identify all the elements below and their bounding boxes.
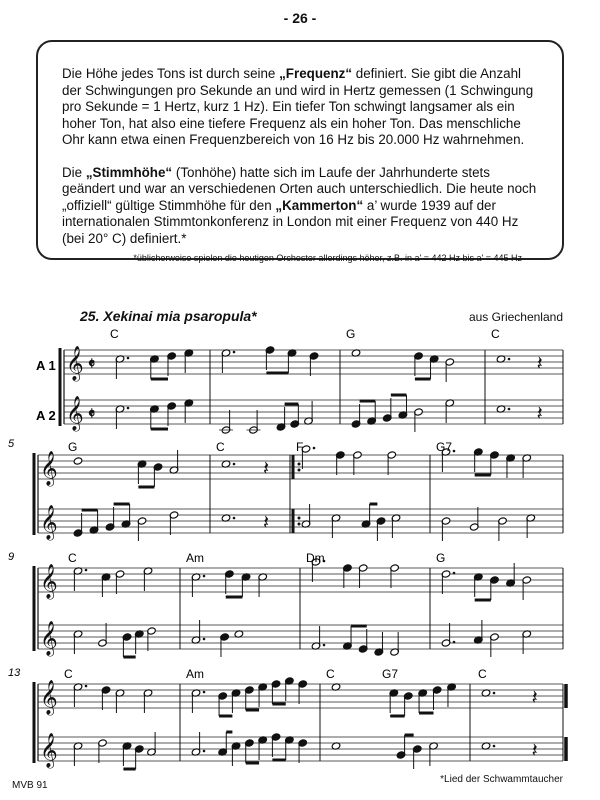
treble-clef-icon: 𝄞 [40, 622, 58, 655]
chord-symbol: G [68, 440, 78, 454]
note-dot [493, 745, 496, 748]
info-footnote: *üblicherweise spielen die heutigen Orchester allerdings höher, z.B. in a' = 442 Hz bis a' = 445 Hz [133, 253, 522, 263]
chord-symbol: G7 [436, 440, 453, 454]
song-title: 25. Xekinai mia psaropula* [80, 308, 257, 324]
measure-number: 5 [8, 438, 15, 450]
chord-symbol: Am [186, 551, 204, 565]
note-dot [453, 641, 456, 644]
paragraph-text: a’ wurde 1939 auf der internationalen Stimmtonkonferenz in London mit einer Frequenz von 440 Hz (bei 20° C) definiert.* [62, 197, 519, 246]
note-dot [203, 750, 206, 753]
chord-symbol: C [491, 327, 500, 341]
note-dot [233, 463, 236, 466]
chord-symbol: C [68, 551, 77, 565]
page-number: - 26 - [283, 10, 317, 26]
chord-symbol: C [110, 327, 119, 341]
measure-number: 9 [8, 551, 15, 563]
note-dot [203, 691, 206, 694]
quarter-rest-icon: 𝄽 [536, 353, 543, 375]
note-dot [85, 685, 88, 688]
chord-symbol: G [346, 327, 356, 341]
chord-symbol: Am [186, 667, 204, 681]
quarter-rest-icon: 𝄽 [531, 740, 538, 762]
chord-symbol: C [326, 667, 335, 681]
note-dot [85, 569, 88, 572]
common-time-icon: 𝄵 [88, 406, 96, 423]
bold-term: „Kammerton“ [275, 197, 364, 213]
note-dot [323, 644, 326, 647]
song-footnote: *Lied der Schwammtaucher [440, 774, 563, 785]
paragraph-text: definiert. Sie gibt die Anzahl der Schwingungen pro Sekunde an und wird in Hertz gemessen (1 Schwingung pro Sekunde = 1 Hertz, kurz 1 Hz). Ein tiefer Ton schwingt langsamer als ein hoher Ton, hat also eine tiefere Frequenz als ein hoher Ton. Das menschliche Ohr kann etwa einen Frequenzbereich von 16 Hz bis 20.000 Hz wahrnehmen. [62, 66, 534, 147]
quarter-rest-icon: 𝄽 [536, 403, 543, 425]
chord-symbol: G7 [382, 667, 399, 681]
note-dot [127, 407, 130, 410]
paragraph-text: Die Höhe jedes Tons ist durch seine [62, 66, 280, 81]
quarter-rest-icon: 𝄽 [263, 512, 270, 534]
publisher-code: MVB 91 [12, 780, 48, 791]
note-dot [127, 357, 130, 360]
common-time-icon: 𝄵 [88, 356, 96, 373]
note-dot [508, 408, 511, 411]
note-dot [203, 638, 206, 641]
note-dot [453, 450, 456, 453]
part-label: A 1 [36, 358, 56, 373]
chord-symbol: C [216, 440, 225, 454]
song-origin: aus Griechenland [468, 310, 563, 324]
measure-number: 13 [8, 667, 21, 679]
chord-symbol: C [64, 667, 73, 681]
treble-clef-icon: 𝄞 [40, 681, 58, 714]
note-dot [233, 517, 236, 520]
chord-symbol: G [436, 551, 446, 565]
treble-clef-icon: 𝄞 [40, 565, 58, 598]
repeat-dot [298, 523, 301, 526]
bold-term: „Stimmhöhe“ [85, 164, 173, 180]
chord-symbol: F [296, 440, 304, 454]
repeat-dot [298, 463, 301, 466]
quarter-rest-icon: 𝄽 [263, 458, 270, 480]
part-label: A 2 [36, 408, 56, 423]
note-dot [493, 692, 496, 695]
treble-clef-icon: 𝄞 [66, 347, 84, 380]
note-dot [453, 572, 456, 575]
repeat-dot [298, 469, 301, 472]
bold-term: „Frequenz“ [279, 66, 353, 81]
paragraph-text: Die [62, 164, 86, 180]
chord-symbol: Dm [306, 551, 325, 565]
paragraph-text: (Tonhöhe) hatte sich im Laufe der Jahrhunderte stets geändert und war an verschiedenen Orten auch unterschiedlich. Die heute noch „offiziell“ gültige Stimmhöhe für den [62, 164, 537, 213]
note-dot [313, 447, 316, 450]
note-head [73, 457, 83, 465]
chord-symbol: C [478, 667, 487, 681]
treble-clef-icon: 𝄞 [40, 506, 58, 539]
note-dot [203, 575, 206, 578]
treble-clef-icon: 𝄞 [40, 734, 58, 767]
treble-clef-icon: 𝄞 [66, 397, 84, 430]
note-dot [233, 351, 236, 354]
treble-clef-icon: 𝄞 [40, 452, 58, 485]
repeat-dot [298, 517, 301, 520]
note-dot [508, 358, 511, 361]
quarter-rest-icon: 𝄽 [531, 687, 538, 709]
